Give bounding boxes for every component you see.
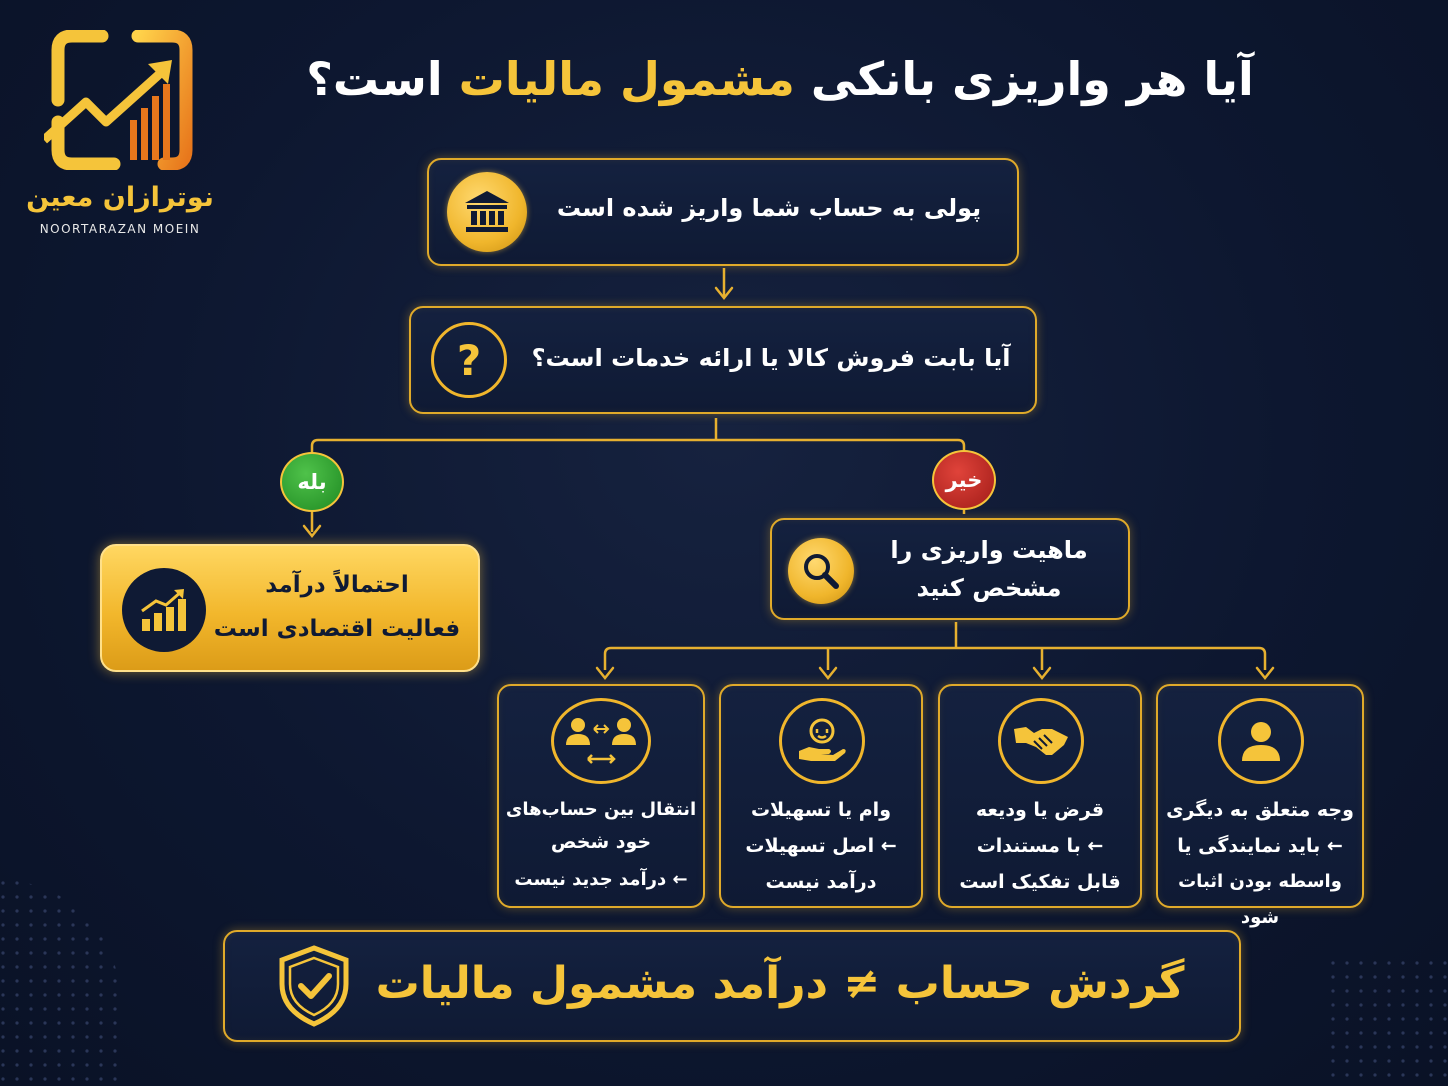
- title-part2: است؟: [306, 52, 459, 106]
- step-deposit-text: پولی به حساب شما واریز شده است: [556, 194, 982, 222]
- case3-line3: درآمد نیست: [765, 871, 877, 893]
- transfer-users-icon: [551, 698, 651, 784]
- case1-line1: وجه متعلق به دیگری: [1166, 799, 1354, 821]
- determine-line2: مشخص کنید: [916, 574, 1062, 602]
- no-badge: خیر: [932, 450, 996, 510]
- case1-line2: ← باید نمایندگی یا: [1177, 835, 1343, 857]
- brand-name-en: NOORTARAZAN MOEIN: [39, 222, 201, 236]
- case-card-own-transfer: [497, 684, 705, 908]
- title-part1: آیا هر واریزی بانکی: [794, 52, 1254, 106]
- step-question-box: [409, 306, 1037, 414]
- bank-icon: [447, 172, 527, 252]
- search-icon: [788, 538, 854, 604]
- footer-conclusion-text: گردش حساب ≠ درآمد مشمول مالیات: [375, 958, 1185, 1009]
- case2-line2: ← با مستندات: [976, 835, 1104, 857]
- user-icon: [1218, 698, 1304, 784]
- case4-line1: انتقال بین حساب‌های: [505, 799, 697, 820]
- step-deposit-box: [427, 158, 1019, 266]
- determine-line1: ماهیت واریزی را: [890, 536, 1088, 564]
- case-card-loan-deposit: [938, 684, 1142, 908]
- shield-check-icon: [276, 944, 352, 1028]
- determine-nature-box: [770, 518, 1130, 620]
- yes-badge: بله: [280, 452, 344, 512]
- result-line1: احتمالاً درآمد: [265, 572, 409, 598]
- case-card-other-person: [1156, 684, 1364, 928]
- case3-line2: ← اصل تسهیلات: [745, 835, 897, 857]
- case4-line2: خود شخص: [550, 831, 652, 853]
- step-question-text: آیا بابت فروش کالا یا ارائه خدمات است؟: [531, 344, 1011, 372]
- case1-line3: واسطه بودن اثبات شود: [1178, 871, 1342, 928]
- case4-line3: ← درآمد جدید نیست: [514, 869, 688, 890]
- case-card-facilities: [719, 684, 923, 908]
- question-icon: ?: [431, 322, 507, 398]
- case2-line1: قرض یا ودیعه: [975, 799, 1105, 821]
- loan-hand-icon: [779, 698, 865, 784]
- brand-name-fa: نوترازان معین: [26, 182, 214, 213]
- handshake-icon: [998, 698, 1084, 784]
- income-result-box: [100, 544, 480, 672]
- case2-line3: قابل تفکیک است: [959, 871, 1121, 893]
- result-line2: فعالیت اقتصادی است: [213, 616, 461, 642]
- case3-line1: وام یا تسهیلات: [750, 799, 892, 821]
- bar-chart-up-icon: [122, 568, 206, 652]
- title-highlight: مشمول مالیات: [458, 52, 795, 106]
